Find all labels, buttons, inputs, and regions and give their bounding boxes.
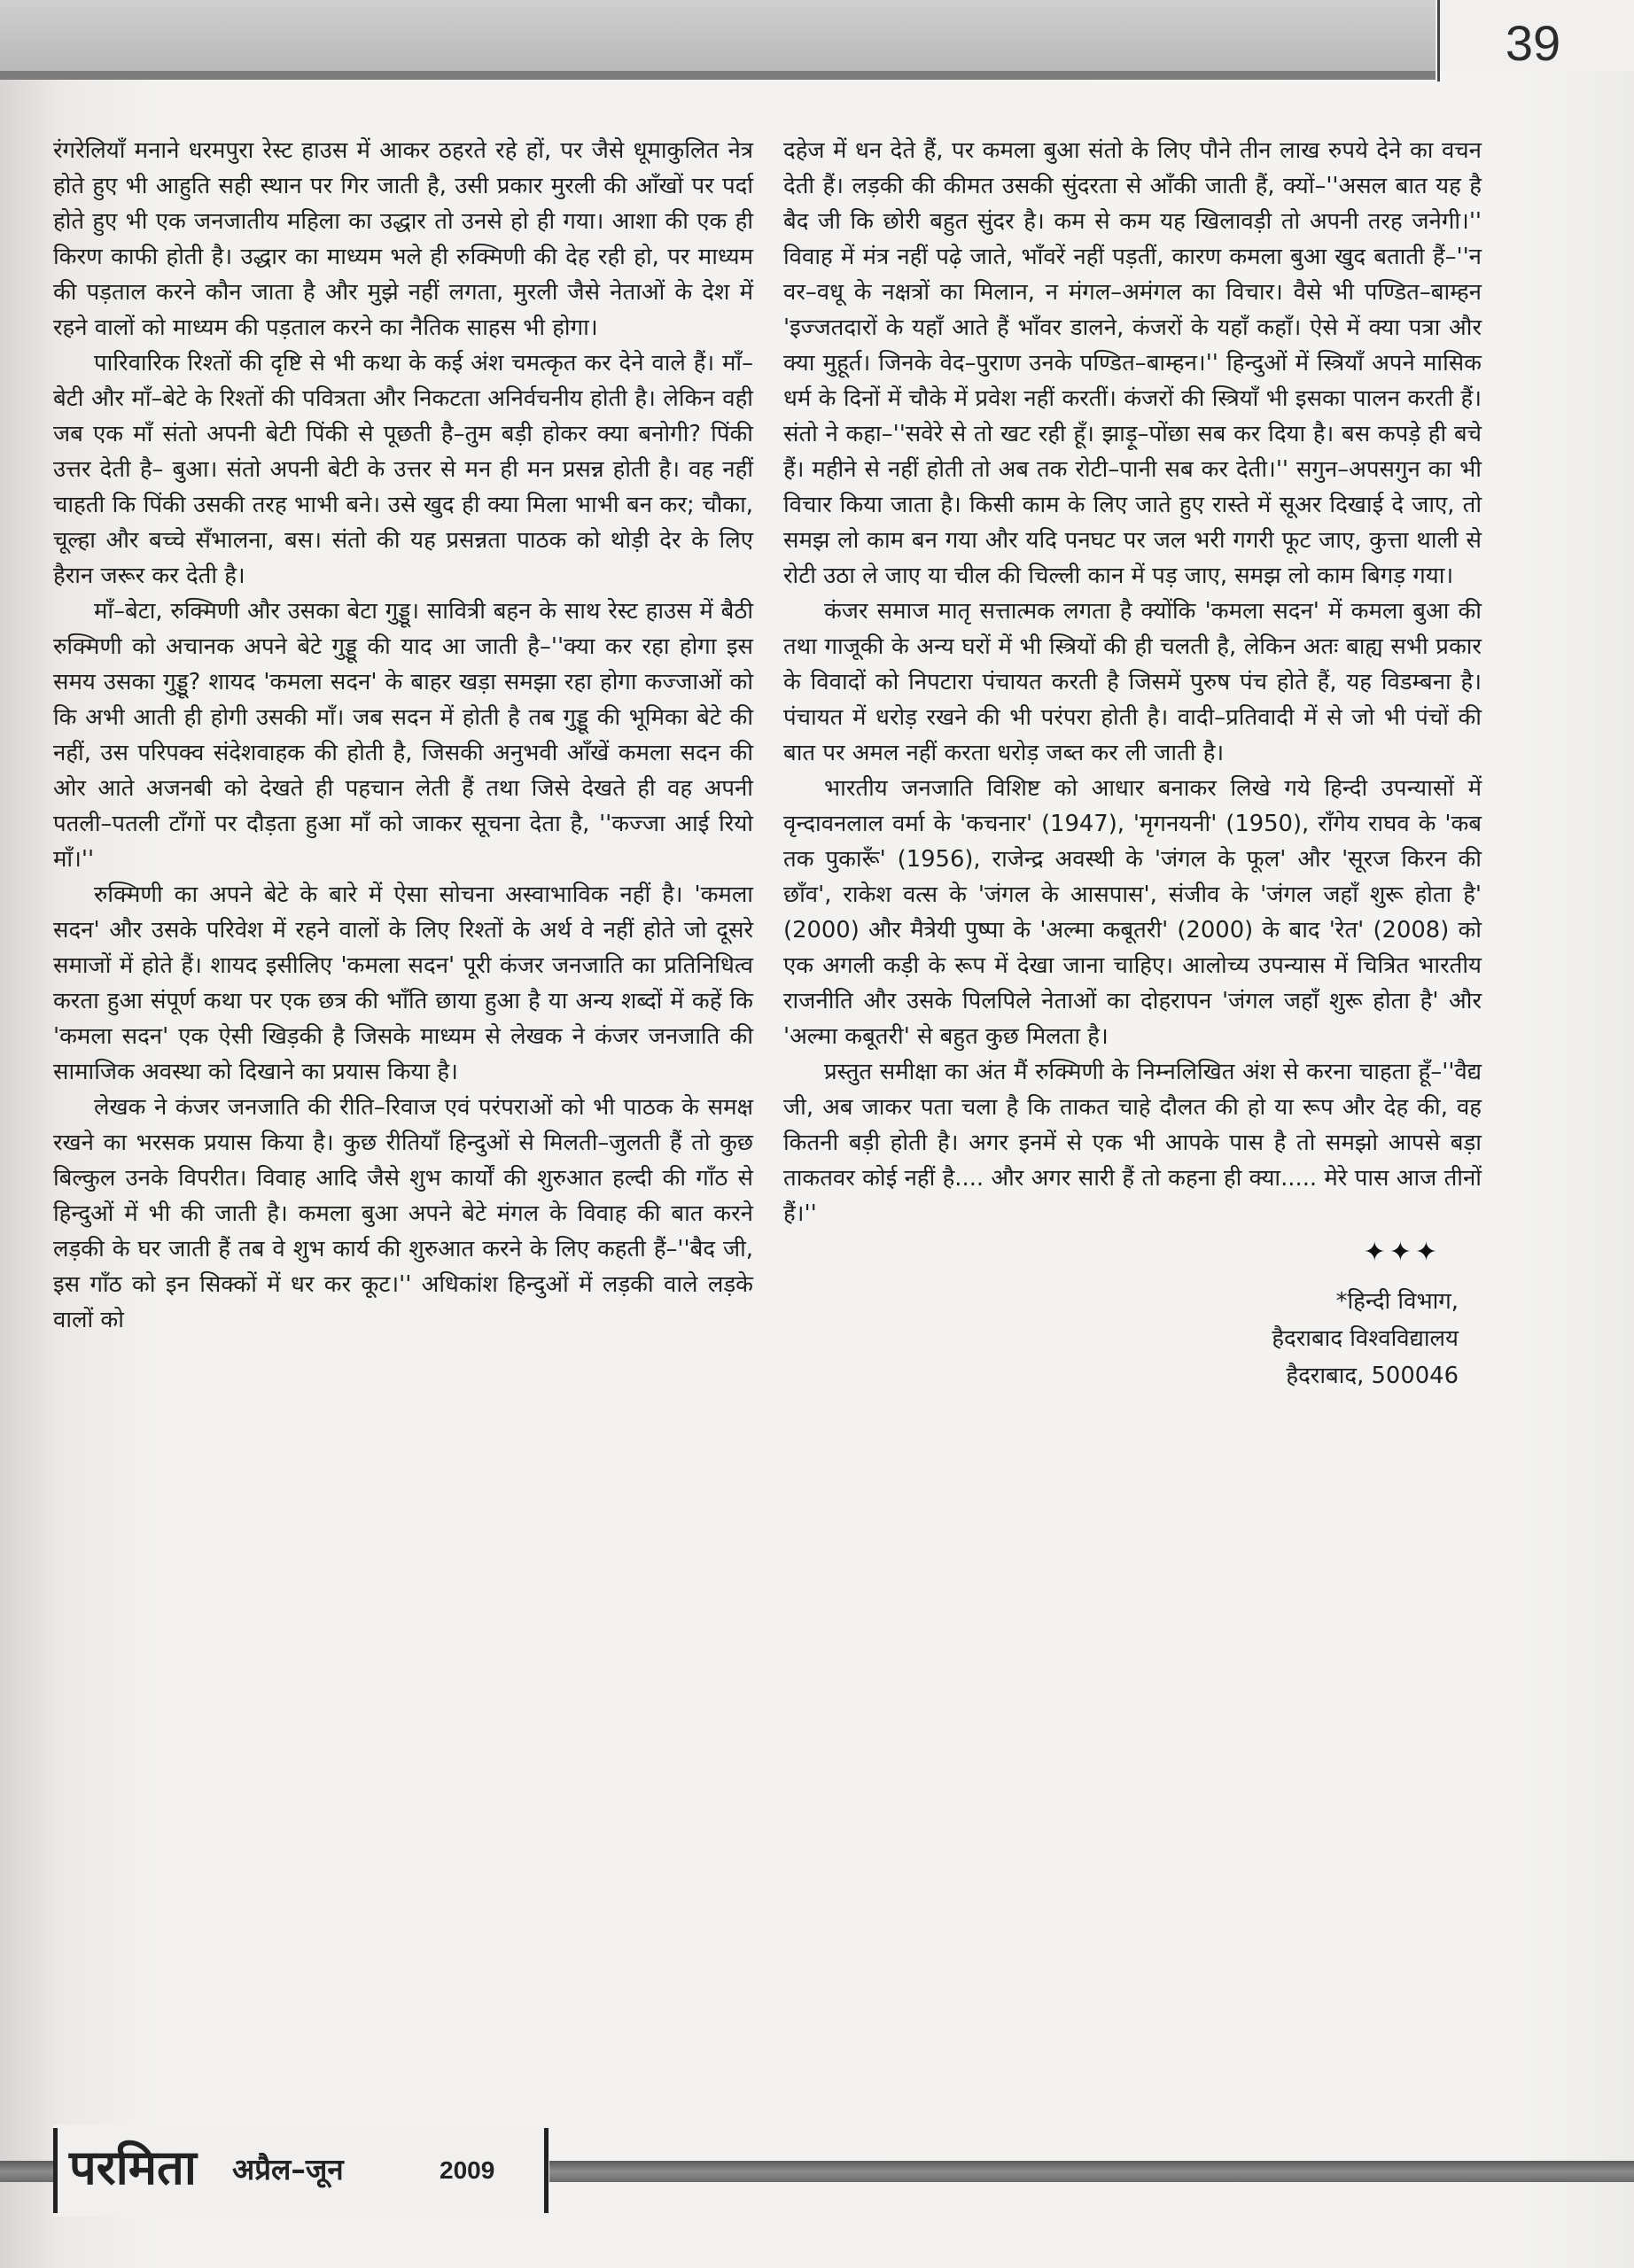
issue-year: 2009 [440,2156,495,2184]
paragraph: दहेज में धन देते हैं, पर कमला बुआ संतो के लिए पौने तीन लाख रुपये देने का वचन देती हैं। लड़की की कीमत उसकी सुंदरता से आँकी जाती हैं, क्यों–''असल बात यह है बैद जी कि छोरी बहुत सुंदर है। कम से कम यह खिलावड़ी तो अपनी तरह जनेगी।'' विवाह में मंत्र नहीं पढ़े जाते, भाँवरें नहीं पड़तीं, कारण कमला बुआ खुद बताती हैं–''न वर–वधू के नक्षत्रों का मिलान, न मंगल–अमंगल का विचार। वैसे भी पण्डित–बाम्हन 'इज्जतदारों के यहाँ आते हैं भाँवर डालने, कंजरों के यहाँ कहाँ। ऐसे में क्या पत्रा और क्या मुहूर्त। जिनके वेद–पुराण उनके पण्डित–बाम्हन।'' हिन्दुओं में स्त्रियाँ अपने मासिक धर्म के दिनों में चौके में प्रवेश नहीं करतीं। कंजरों की स्त्रियाँ भी इसका पालन करती हैं। संतो ने कहा–''सवेरे से तो खट रही हूँ। झाड़ू–पोंछा सब कर दिया है। बस कपड़े ही बचे हैं। महीने से नहीं होती तो अब तक रोटी–पानी सब कर देती।'' सगुन–अपसगुन का भी विचार किया जाता है। किसी काम के लिए जाते हुए रास्ते में सूअर दिखाई दे जाए, तो समझ लो काम बन गया और यदि पनघट पर जल भरी गगरी फूट जाए, कुत्ता थाली से रोटी उठा ले जाए या चील की चिल्ली कान में पड़ जाए, समझ लो काम बिगड़ गया। [783,137,1482,589]
header-band [0,0,1436,71]
paragraph: रंगरेलियाँ मनाने धरमपुरा रेस्ट हाउस में आकर ठहरते रहे हों, पर जैसे धूमाकुलित नेत्र होते हुए भी आहुति सही स्थान पर गिर जाती है, उसी प्रकार मुरली की आँखों पर पर्दा होते हुए भी एक जनजातीय महिला का उद्धार तो उनसे हो ही गया। आशा की एक ही किरण काफी होती है। उद्धार का माध्यम भले ही रुक्मिणी की देह रही हो, पर माध्यम की पड़ताल करने कौन जाता है और मुझे नहीं लगता, मुरली जैसे नेताओं के देश में रहने वालों को माध्यम की पड़ताल करने का नैतिक साहस भी होगा। [53,137,753,341]
footer-bar-left [53,2128,58,2213]
affiliation-university: हैदराबाद विश्वविद्यालय [1272,1325,1459,1352]
paragraph: रुक्मिणी का अपने बेटे के बारे में ऐसा सोचना अस्वाभाविक नहीं है। 'कमला सदन' और उसके परिवेश में रहने वालों के लिए रिश्तों के अर्थ वे नहीं होते जो दूसरे समाजों में होते हैं। शायद इसीलिए 'कमला सदन' पूरी कंजर जनजाति का प्रतिनिधित्व करता हुआ संपूर्ण कथा पर एक छत्र की भाँति छाया हुआ है या अन्य शब्दों में कहें कि 'कमला सदन' एक ऐसी खिड़की है जिसके माध्यम से लेखक ने कंजर जनजाति की सामाजिक अवस्था को दिखाने का प्रयास किया है। [53,882,753,1085]
affiliation-city: हैदराबाद, 500046 [1286,1363,1459,1389]
paragraph: माँ–बेटा, रुक्मिणी और उसका बेटा गुड्डू। सावित्री बहन के साथ रेस्ट हाउस में बैठी रुक्मिणी को अचानक अपने बेटे गुड्डू की याद आ जाती है–''क्या कर रहा होगा इस समय उसका गुड्डू? शायद 'कमला सदन' के बाहर खड़ा समझा रहा होगा कज्जाओं को कि अभी आती ही होगी उसकी माँ। जब सदन में होती है तब गुड्डू की भूमिका बेटे की नहीं, उस परिपक्व संदेशवाहक की होती है, जिसकी अनुभवी आँखें कमला सदन की ओर आते अजनबी को देखते ही पहचान लेती हैं तथा जिसे देखते ही वह अपनी पतली–पतली टाँगों पर दौड़ता हुआ माँ को जाकर सूचना देता है, ''कज्जा आई रियो माँ।'' [53,598,753,873]
paragraph: प्रस्तुत समीक्षा का अंत मैं रुक्मिणी के निम्नलिखित अंश से करना चाहता हूँ–''वैद्य जी, अब जाकर पता चला है कि ताकत चाहे दौलत की हो या रूप और देह की, वह कितनी बड़ी होती है। अगर इनमें से एक भी आपके पास है तो समझो आपसे बड़ा ताकतवर कोई नहीं है.... और अगर सारी हैं तो कहना ही क्या..... मेरे पास आज तीनों हैं।'' [783,1059,1482,1227]
left-column [53,133,753,1338]
author-affiliation [783,1283,1482,1394]
magazine-name: परमिता [69,2140,197,2195]
paragraph: पारिवारिक रिश्तों की दृष्टि से भी कथा के कई अंश चमत्कृत कर देने वाले हैं। माँ–बेटी और माँ–बेटे के रिश्तों की पवित्रता और निकटता अनिर्वचनीय होती है। लेकिन वही जब एक माँ संतो अपनी बेटी पिंकी से पूछती है–तुम बड़ी होकर क्या बनोगी? पिंकी उत्तर देती है– बुआ। संतो अपनी बेटी के उत्तर से मन ही मन प्रसन्न होती है। वह नहीं चाहती कि पिंकी उसकी तरह भाभी बने। उसे खुद ही क्या मिला भाभी बन कर; चौका, चूल्हा और बच्चे सँभालना, बस। संतो की यह प्रसन्नता पाठक को थोड़ी देर के लिए हैरान जरूर कर देती है। [53,350,753,589]
header-divider [1437,0,1440,82]
right-column [783,133,1482,1394]
footer-bar-right [544,2128,549,2213]
affiliation-dept: *हिन्दी विभाग, [1335,1288,1459,1315]
page-number: 39 [1505,15,1561,71]
paragraph: कंजर समाज मातृ सत्तात्मक लगता है क्योंकि 'कमला सदन' में कमला बुआ की तथा गाजूकी के अन्य घरों में भी स्त्रियों की ही चलती है, लेकिन अतः बाह्य सभी प्रकार के विवादों को निपटारा पंचायत करती है जिसमें पुरुष पंच होते हैं, यह विडम्बना है। पंचायत में धरोड़ रखने की भी परंपरा होती है। वादी–प्रतिवादी में से जो भी पंचों की बात पर अमल नहीं करता धरोड़ जब्त कर ली जाती है। [783,598,1482,766]
end-mark-icon: ✦✦✦ [1363,1237,1441,1268]
paragraph: भारतीय जनजाति विशिष्ट को आधार बनाकर लिखे गये हिन्दी उपन्यासों में वृन्दावनलाल वर्मा के 'कचनार' (1947), 'मृगनयनी' (1950), राँगेय राघव के 'कब तक पुकारूँ' (1956), राजेन्द्र अवस्थी के 'जंगल के फूल' और 'सूरज किरन की छाँव', राकेश वत्स के 'जंगल के आसपास', संजीव के 'जंगल जहाँ शुरू होता है' (2000) और मैत्रेयी पुष्पा के 'अल्मा कबूतरी' (2000) के बाद 'रेत' (2008) को एक अगली कड़ी के रूप में देखा जाना चाहिए। आलोच्य उपन्यास में चित्रित भारतीय राजनीति और उसके पिलपिले नेताओं का दोहरापन 'जंगल जहाँ शुरू होता है' और 'अल्मा कबूतरी' से बहुत कुछ मिलता है। [783,775,1482,1050]
issue-months: अप्रैल–जून [232,2152,344,2186]
header-rule [0,71,1436,80]
paragraph: लेखक ने कंजर जनजाति की रीति–रिवाज एवं परंपराओं को भी पाठक के समक्ष रखने का भरसक प्रयास किया है। कुछ रीतियाँ हिन्दुओं से मिलती–जुलती हैं तो कुछ बिल्कुल उनके विपरीत। विवाह आदि जैसे शुभ कार्यों की शुरुआत हल्दी की गाँठ से हिन्दुओं में भी की जाती है। कमला बुआ अपने बेटे मंगल के विवाह की बात करने लड़की के घर जाती हैं तब वे शुभ कार्य की शुरुआत करने के लिए कहती हैं–''बैद जी, इस गाँठ को इन सिक्कों में धर कर कूट।'' अधिकांश हिन्दुओं में लड़की वाले लड़के वालों को [53,1094,753,1333]
